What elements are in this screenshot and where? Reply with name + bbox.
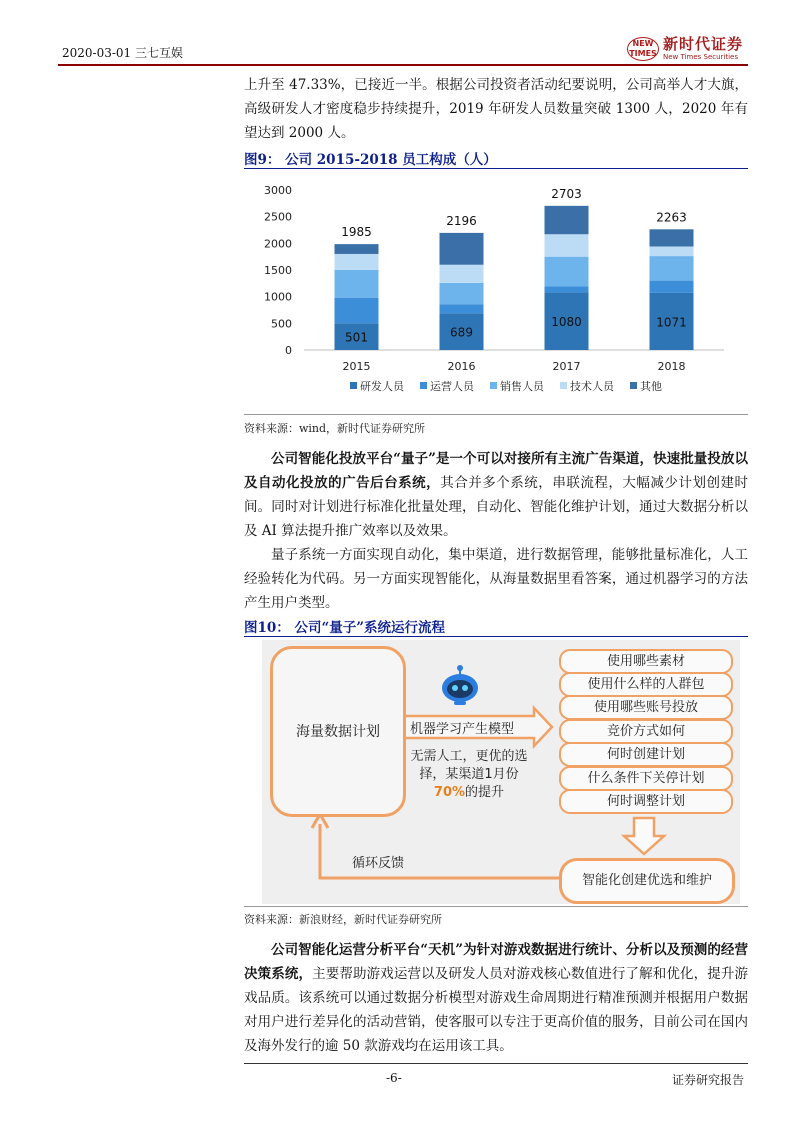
x-tick-label: 2015 — [342, 360, 371, 373]
bar-segment — [440, 265, 484, 283]
decision-item: 什么条件下关停计划 — [559, 766, 733, 791]
down-arrow-icon — [624, 818, 664, 854]
bar-segment — [650, 256, 694, 281]
bar-segment — [335, 270, 379, 298]
y-tick-label: 0 — [285, 344, 292, 357]
legend-label: 研发人员 — [360, 380, 404, 393]
bar-segment — [650, 229, 694, 246]
page-number: -6- — [386, 1071, 402, 1085]
bar-segment — [650, 281, 694, 293]
decision-item: 竞价方式如何 — [559, 719, 733, 744]
quantum-flow-diagram — [262, 640, 740, 904]
bar-total-label: 1985 — [341, 225, 372, 240]
bar-segment — [440, 304, 484, 313]
bar-value-label: 1080 — [551, 315, 582, 330]
legend-swatch — [490, 382, 497, 389]
paragraph-quantum-body: 其合并多个系统，串联流程，大幅减少计划创建时间。同时对计划进行标准化批量处理，自动化、智能化维护计划，通过大数据分析以及 AI 算法提升推广效率以及效果。 — [244, 475, 749, 539]
model-arrow-label: 机器学习产生模型 — [410, 722, 515, 737]
header-divider — [58, 64, 748, 66]
robot-icon — [438, 664, 482, 706]
bar-segment — [545, 257, 589, 287]
paragraph-tianji-lead: 公司智能化运营分析平台“天机”为针对游戏数据进行统计、分析以及预测的经营决策系统， — [244, 942, 748, 982]
company-logo — [627, 33, 767, 65]
decision-item: 何时创建计划 — [559, 742, 733, 767]
legend-swatch — [560, 382, 567, 389]
footer-divider — [244, 1063, 748, 1064]
decision-item: 使用哪些账号投放 — [559, 695, 733, 720]
figure9-source: 资料来源：wind，新时代证券研究所 — [244, 422, 426, 435]
legend-label: 技术人员 — [570, 380, 614, 393]
bar-segment — [650, 246, 694, 256]
chart-legend — [350, 379, 662, 393]
paragraph-tianji — [244, 938, 748, 1058]
header-date-company: 2020-03-01 三七互娱 — [62, 46, 184, 60]
legend-swatch — [350, 382, 357, 389]
y-tick-label: 500 — [271, 317, 292, 331]
y-tick-label: 1500 — [264, 264, 292, 277]
figure10-title-rule — [244, 636, 748, 637]
legend-label: 其他 — [640, 380, 662, 393]
bar-value-label: 1071 — [656, 315, 687, 330]
paragraph-tianji-body: 主要帮助游戏运营以及研发人员对游戏核心数值进行了解和优化，提升游戏品质。该系统可以通过数据分析模型对游戏生命周期进行精准预测并根据用户数据对用户进行差异化的活动营销，使客服可以专注于更高价值的服务，目前公司在国内及海外发行的逾 50 款游戏均在运用该工具。 — [244, 966, 748, 1054]
massive-data-plan-box — [270, 646, 406, 817]
x-tick-label: 2016 — [447, 360, 476, 373]
model-description — [404, 748, 534, 802]
model-desc-line2: 择，某渠道1月份 — [419, 767, 519, 782]
logo-badge-icon: NEW TIMES — [627, 37, 659, 61]
bar-segment — [335, 298, 379, 324]
model-desc-highlight: 70% — [433, 785, 466, 800]
bar-segment — [440, 233, 484, 265]
x-tick-label: 2018 — [657, 360, 686, 373]
paragraph-quantum-lead: 公司智能化投放平台“量子”是一个可以对接所有主流广告渠道，快速批量投放以及自动化投放的广告后台系统， — [244, 451, 748, 491]
bar-value-label: 501 — [345, 330, 368, 345]
report-type: 证券研究报告 — [672, 1073, 745, 1087]
bar-segment — [440, 283, 484, 304]
bar-segment — [335, 244, 379, 254]
y-tick-label: 1000 — [264, 290, 292, 304]
smart-create-box: 智能化创建优选和维护 — [559, 858, 735, 904]
figure9-source-rule — [244, 414, 748, 415]
legend-swatch — [420, 382, 427, 389]
massive-data-plan-label: 海量数据计划 — [296, 724, 380, 740]
y-tick-label: 2500 — [264, 210, 292, 224]
model-desc-tail: 的提升 — [465, 785, 505, 800]
bar-total-label: 2263 — [656, 210, 687, 225]
paragraph-quantum — [244, 447, 748, 543]
staff-composition-chart — [244, 172, 748, 410]
bar-segment — [335, 254, 379, 270]
decision-item: 使用什么样的人群包 — [559, 672, 733, 697]
bar-segment — [545, 287, 589, 293]
figure10-source: 资料来源：新浪财经，新时代证券研究所 — [244, 913, 442, 926]
paragraph-talent: 上升至 47.33%，已接近一半。根据公司投资者活动纪要说明，公司高举人才大旗，高级研发人才密度稳步持续提升，2019 年研发人员数量突破 1300 人，2020 年有望达到 2000 人。 — [244, 77, 748, 141]
model-desc-line1: 无需人工，更优的选 — [410, 749, 528, 764]
feedback-loop-label: 循环反馈 — [352, 856, 405, 871]
x-tick-label: 2017 — [552, 360, 581, 373]
figure9-title: 图9： 公司 2015-2018 员工构成（人） — [244, 152, 497, 168]
logo-name-cn: 新时代证券 — [663, 35, 744, 53]
paragraph-quantum-detail: 量子系统一方面实现自动化，集中渠道，进行数据管理，能够批量标准化，人工经验转化为代码。另一方面实现智能化，从海量数据里看答案，通过机器学习的方法产生用户类型。 — [244, 547, 748, 611]
figure10-source-rule — [244, 906, 748, 907]
legend-label: 运营人员 — [430, 380, 474, 393]
logo-name-en: New Times Securities — [663, 53, 738, 61]
bar-stacks — [335, 187, 694, 350]
y-tick-label: 2000 — [264, 237, 292, 251]
bar-total-label: 2703 — [551, 186, 582, 201]
legend-label: 销售人员 — [500, 380, 544, 393]
bar-value-label: 689 — [450, 325, 473, 340]
legend-swatch — [630, 382, 637, 389]
bar-segment — [545, 234, 589, 256]
figure9-title-rule — [244, 168, 748, 169]
decision-item: 何时调整计划 — [559, 789, 733, 814]
x-axis — [343, 360, 686, 373]
bar-segment — [545, 206, 589, 234]
decision-item: 使用哪些素材 — [559, 649, 733, 674]
figure10-title: 图10： 公司“量子”系统运行流程 — [244, 620, 446, 636]
bar-total-label: 2196 — [446, 213, 477, 228]
y-tick-label: 3000 — [264, 184, 292, 197]
